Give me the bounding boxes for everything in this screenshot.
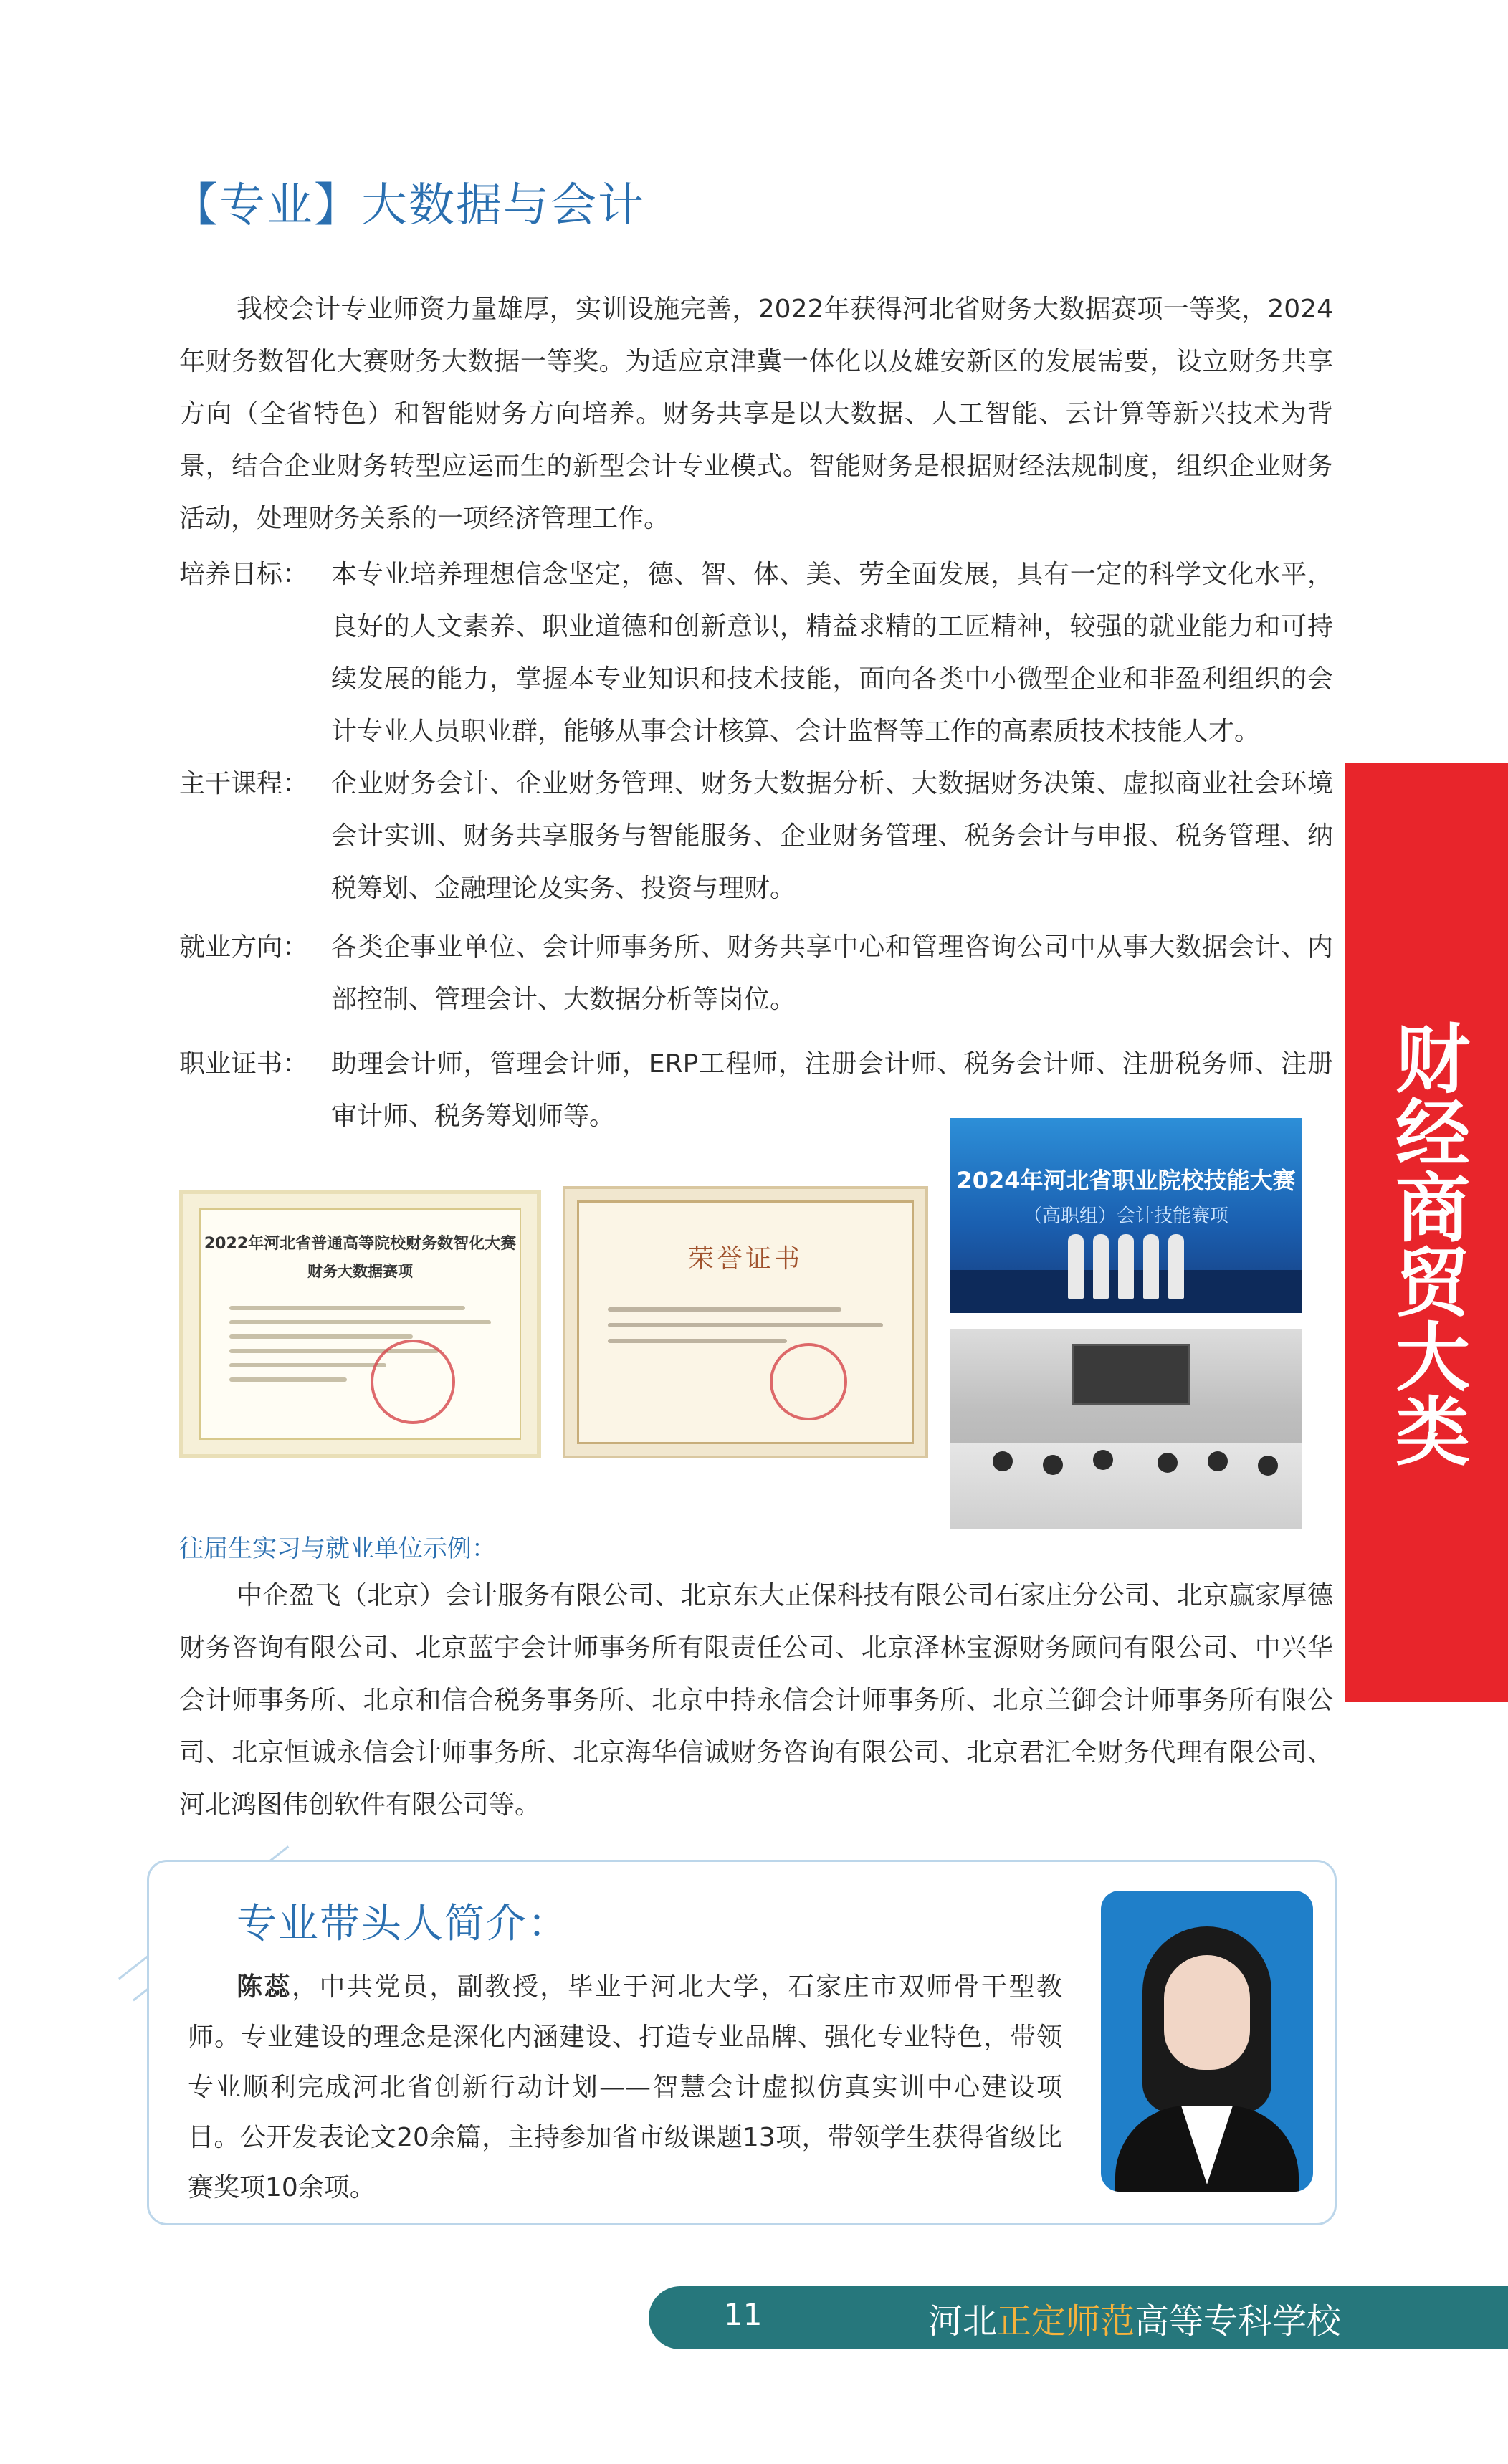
certs-text: 助理会计师，管理会计师，ERP工程师，注册会计师、税务会计师、注册税务师、注册审计师、税务筹划师等。 [331, 1049, 1333, 1131]
certs-label: 职业证书： [179, 1049, 309, 1079]
certificate-1-title: 2022年河北省普通高等院校财务数智化大赛 [204, 1235, 517, 1253]
school-name-highlight: 正定师范 [997, 2301, 1135, 2341]
competition-photo [950, 1118, 1302, 1313]
companies-paragraph: 中企盈飞（北京）会计服务有限公司、北京东大正保科技有限公司石家庄分公司、北京赢家厚德财务咨询有限公司、北京蓝宇会计师事务所有限责任公司、北京泽林宝源财务顾问有限公司、中兴华会计师事务所、北京和信合税务事务所、北京中持永信会计师事务所、北京兰御会计师事务所有限公司、北京恒诚永信会计师事务所、北京海华信诚财务咨询有限公司、北京君汇全财务代理有限公司、河北鸿图伟创软件有限公司等。 [179, 1581, 1333, 1820]
courses-text: 企业财务会计、企业财务管理、财务大数据分析、大数据财务决策、虚拟商业社会环境会计实训、财务共享服务与智能服务、企业财务管理、税务会计与申报、税务管理、纳税筹划、金融理论及实务、投资与理财。 [331, 769, 1333, 903]
person-figure [1093, 1234, 1109, 1299]
leader-portrait [1101, 1891, 1313, 2192]
leader-name: 陈蕊 [237, 1972, 292, 2002]
intro-paragraph: 我校会计专业师资力量雄厚，实训设施完善，2022年获得河北省财务大数据赛项一等奖，2024年财务数智化大赛财务大数据一等奖。为适应京津冀一体化以及雄安新区的发展需要，设立财务共享方向（全省特色）和智能财务方向培养。财务共享是以大数据、人工智能、云计算等新兴技术为背景，结合企业财务转型应运而生的新型会计专业模式。智能财务是根据财经法规制度，组织企业财务活动，处理财务关系的一项经济管理工作。 [179, 295, 1333, 533]
student-figure [1093, 1450, 1113, 1470]
courses-label: 主干课程： [179, 769, 309, 798]
certificate-2-title: 荣誉证书 [687, 1244, 803, 1274]
classroom-photo [950, 1329, 1302, 1529]
student-figure [1258, 1456, 1278, 1476]
stamp-icon [371, 1340, 455, 1424]
student-figure [1043, 1455, 1063, 1475]
person-figure [1143, 1234, 1159, 1299]
school-name-suffix: 高等专科学校 [1135, 2301, 1342, 2341]
page-number: 11 [724, 2297, 763, 2332]
student-figure [1208, 1451, 1228, 1471]
competition-banner-subtitle: （高职组）会计技能赛项 [1023, 1205, 1228, 1227]
goal-label: 培养目标： [179, 560, 309, 589]
person-figure [1168, 1234, 1184, 1299]
school-name-prefix: 河北 [928, 2301, 998, 2341]
leader-bio-text: ，中共党员，副教授，毕业于河北大学，石家庄市双师骨干型教师。专业建设的理念是深化内涵建设、打造专业品牌、强化专业特色，带领专业顺利完成河北省创新行动计划——智慧会计虚拟仿真实训中心建设项目。公开发表论文20余篇，主持参加省市级课题13项，带领学生获得省级比赛奖项10余项。 [188, 1972, 1062, 2202]
certificate-image-1 [179, 1190, 541, 1458]
classroom-screen [1072, 1344, 1190, 1405]
certificate-2-text-lines [608, 1296, 883, 1355]
category-label: 财经商贸大类 [1383, 1020, 1470, 1467]
goal-text: 本专业培养理想信念坚定，德、智、体、美、劳全面发展，具有一定的科学文化水平，良好的人文素养、职业道德和创新意识，精益求精的工匠精神，较强的就业能力和可持续发展的能力，掌握本专业知识和技术技能，面向各类中小微型企业和非盈利组织的会计专业人员职业群，能够从事会计核算、会计监督等工作的高素质技术技能人才。 [331, 560, 1333, 746]
category-band [1345, 763, 1508, 1702]
competition-banner: 2024年河北省职业院校技能大赛 [956, 1167, 1296, 1194]
leader-heading: 专业带头人简介： [237, 1901, 569, 1947]
certificate-1-subtitle: 财务大数据赛项 [307, 1263, 413, 1280]
jobs-text: 各类企事业单位、会计师事务所、财务共享中心和管理咨询公司中从事大数据会计、内部控制、管理会计、大数据分析等岗位。 [331, 932, 1333, 1014]
jobs-label: 就业方向： [179, 932, 309, 962]
student-figure [1158, 1453, 1178, 1473]
person-figure [1118, 1234, 1134, 1299]
school-name [928, 2293, 1341, 2343]
portrait-face [1164, 1955, 1250, 2070]
stamp-icon [770, 1343, 847, 1420]
page-title: 【专业】大数据与会计 [172, 179, 645, 232]
person-figure [1068, 1234, 1084, 1299]
certificate-image-2 [563, 1186, 928, 1458]
student-figure [993, 1451, 1013, 1471]
leader-bio [188, 1962, 1062, 2213]
examples-heading: 往届生实习与就业单位示例： [179, 1534, 496, 1563]
